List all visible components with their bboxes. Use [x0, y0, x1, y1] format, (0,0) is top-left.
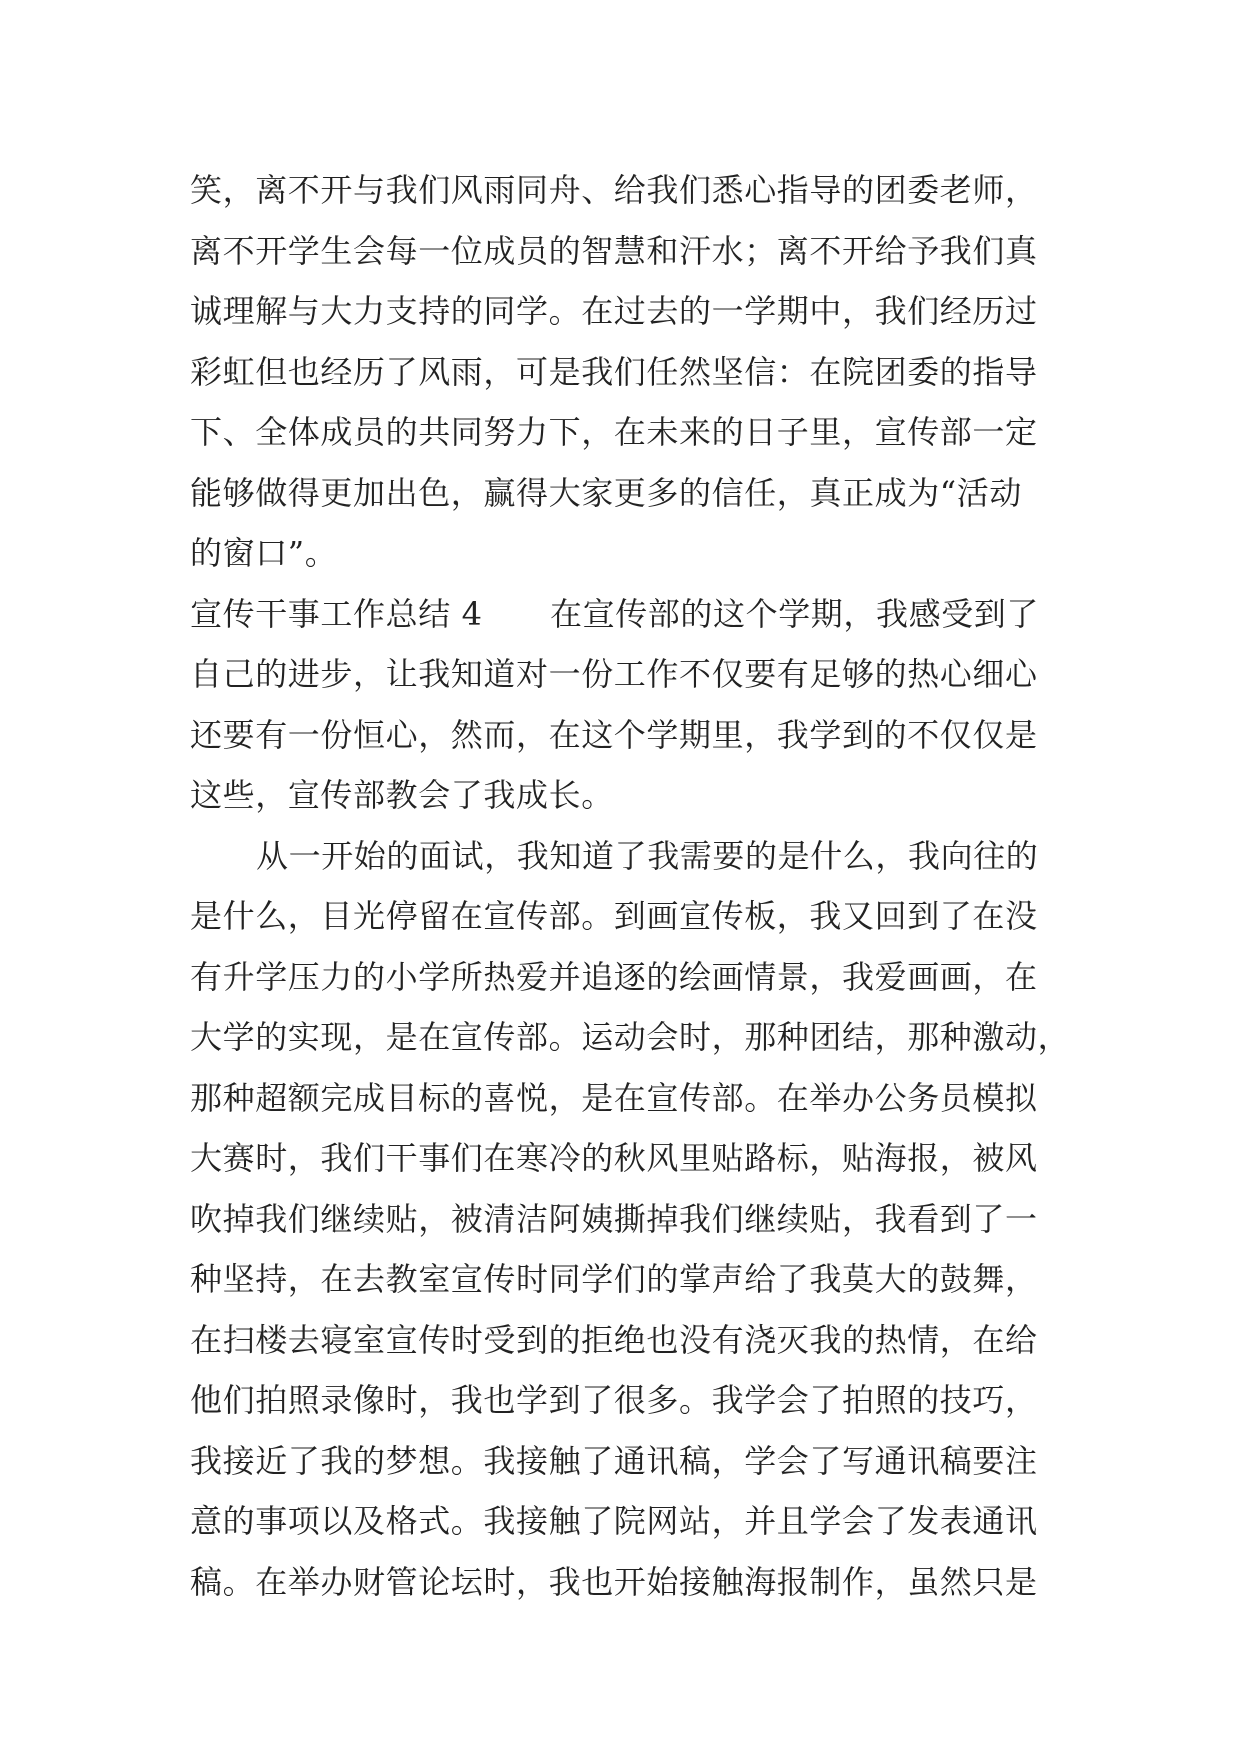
text-line: 意的事项以及格式。我接触了院网站，并且学会了发表通讯 [190, 1502, 1038, 1540]
text-line: 离不开学生会每一位成员的智慧和汗水；离不开给予我们真 [190, 231, 1038, 270]
text-line: 彩虹但也经历了风雨，可是我们任然坚信：在院团委的指导 [190, 352, 1038, 391]
text-line: 那种超额完成目标的喜悦，是在宣传部。在举办公务员模拟 [190, 1078, 1038, 1117]
text-line: 种坚持，在去教室宣传时同学们的掌声给了我莫大的鼓舞， [190, 1260, 1038, 1298]
paragraph-first-line [190, 826, 1060, 887]
text-line: 笑，离不开与我们风雨同舟、给我们悉心指导的团委老师， [190, 171, 1038, 209]
section-first-line: 在宣传部的这个学期，我感受到了 [550, 594, 1040, 633]
section-heading-line [190, 584, 1060, 645]
text-line: 的窗口”。 [190, 534, 338, 572]
text-line: 自己的进步，让我知道对一份工作不仅要有足够的热心细心 [190, 655, 1038, 693]
text-line: 在扫楼去寝室宣传时受到的拒绝也没有浇灭我的热情，在给 [190, 1320, 1038, 1359]
document-body [190, 160, 1071, 1612]
text-line: 能够做得更加出色，赢得大家更多的信任，真正成为“活动 [190, 473, 1022, 512]
text-line: 是什么，目光停留在宣传部。到画宣传板，我又回到了在没 [190, 897, 1038, 935]
text-line: 还要有一份恒心，然而，在这个学期里，我学到的不仅仅是 [190, 715, 1038, 754]
section-title: 宣传干事工作总结 4 [190, 594, 483, 633]
text-line: 大赛时，我们干事们在寒冷的秋风里贴路标，贴海报，被风 [190, 1139, 1038, 1177]
text-line: 吹掉我们继续贴，被清洁阿姨撕掉我们继续贴，我看到了一 [190, 1199, 1038, 1238]
text-line: 这些，宣传部教会了我成长。 [190, 776, 614, 814]
text-line: 有升学压力的小学所热爱并追逐的绘画情景，我爱画画，在 [190, 957, 1038, 996]
text-line: 他们拍照录像时，我也学到了很多。我学会了拍照的技巧， [190, 1381, 1038, 1419]
text-line: 诚理解与大力支持的同学。在过去的一学期中，我们经历过 [190, 292, 1038, 330]
text-line: 我接近了我的梦想。我接触了通讯稿，学会了写通讯稿要注 [190, 1441, 1038, 1480]
paragraph-first-text: 从一开始的面试，我知道了我需要的是什么，我向往的 [256, 836, 1039, 875]
text-line: 大学的实现，是在宣传部。运动会时，那种团结，那种激动， [190, 1018, 1071, 1056]
text-line: 稿。在举办财管论坛时，我也开始接触海报制作，虽然只是 [190, 1562, 1038, 1601]
text-line: 下、全体成员的共同努力下，在未来的日子里，宣传部一定 [190, 413, 1038, 451]
